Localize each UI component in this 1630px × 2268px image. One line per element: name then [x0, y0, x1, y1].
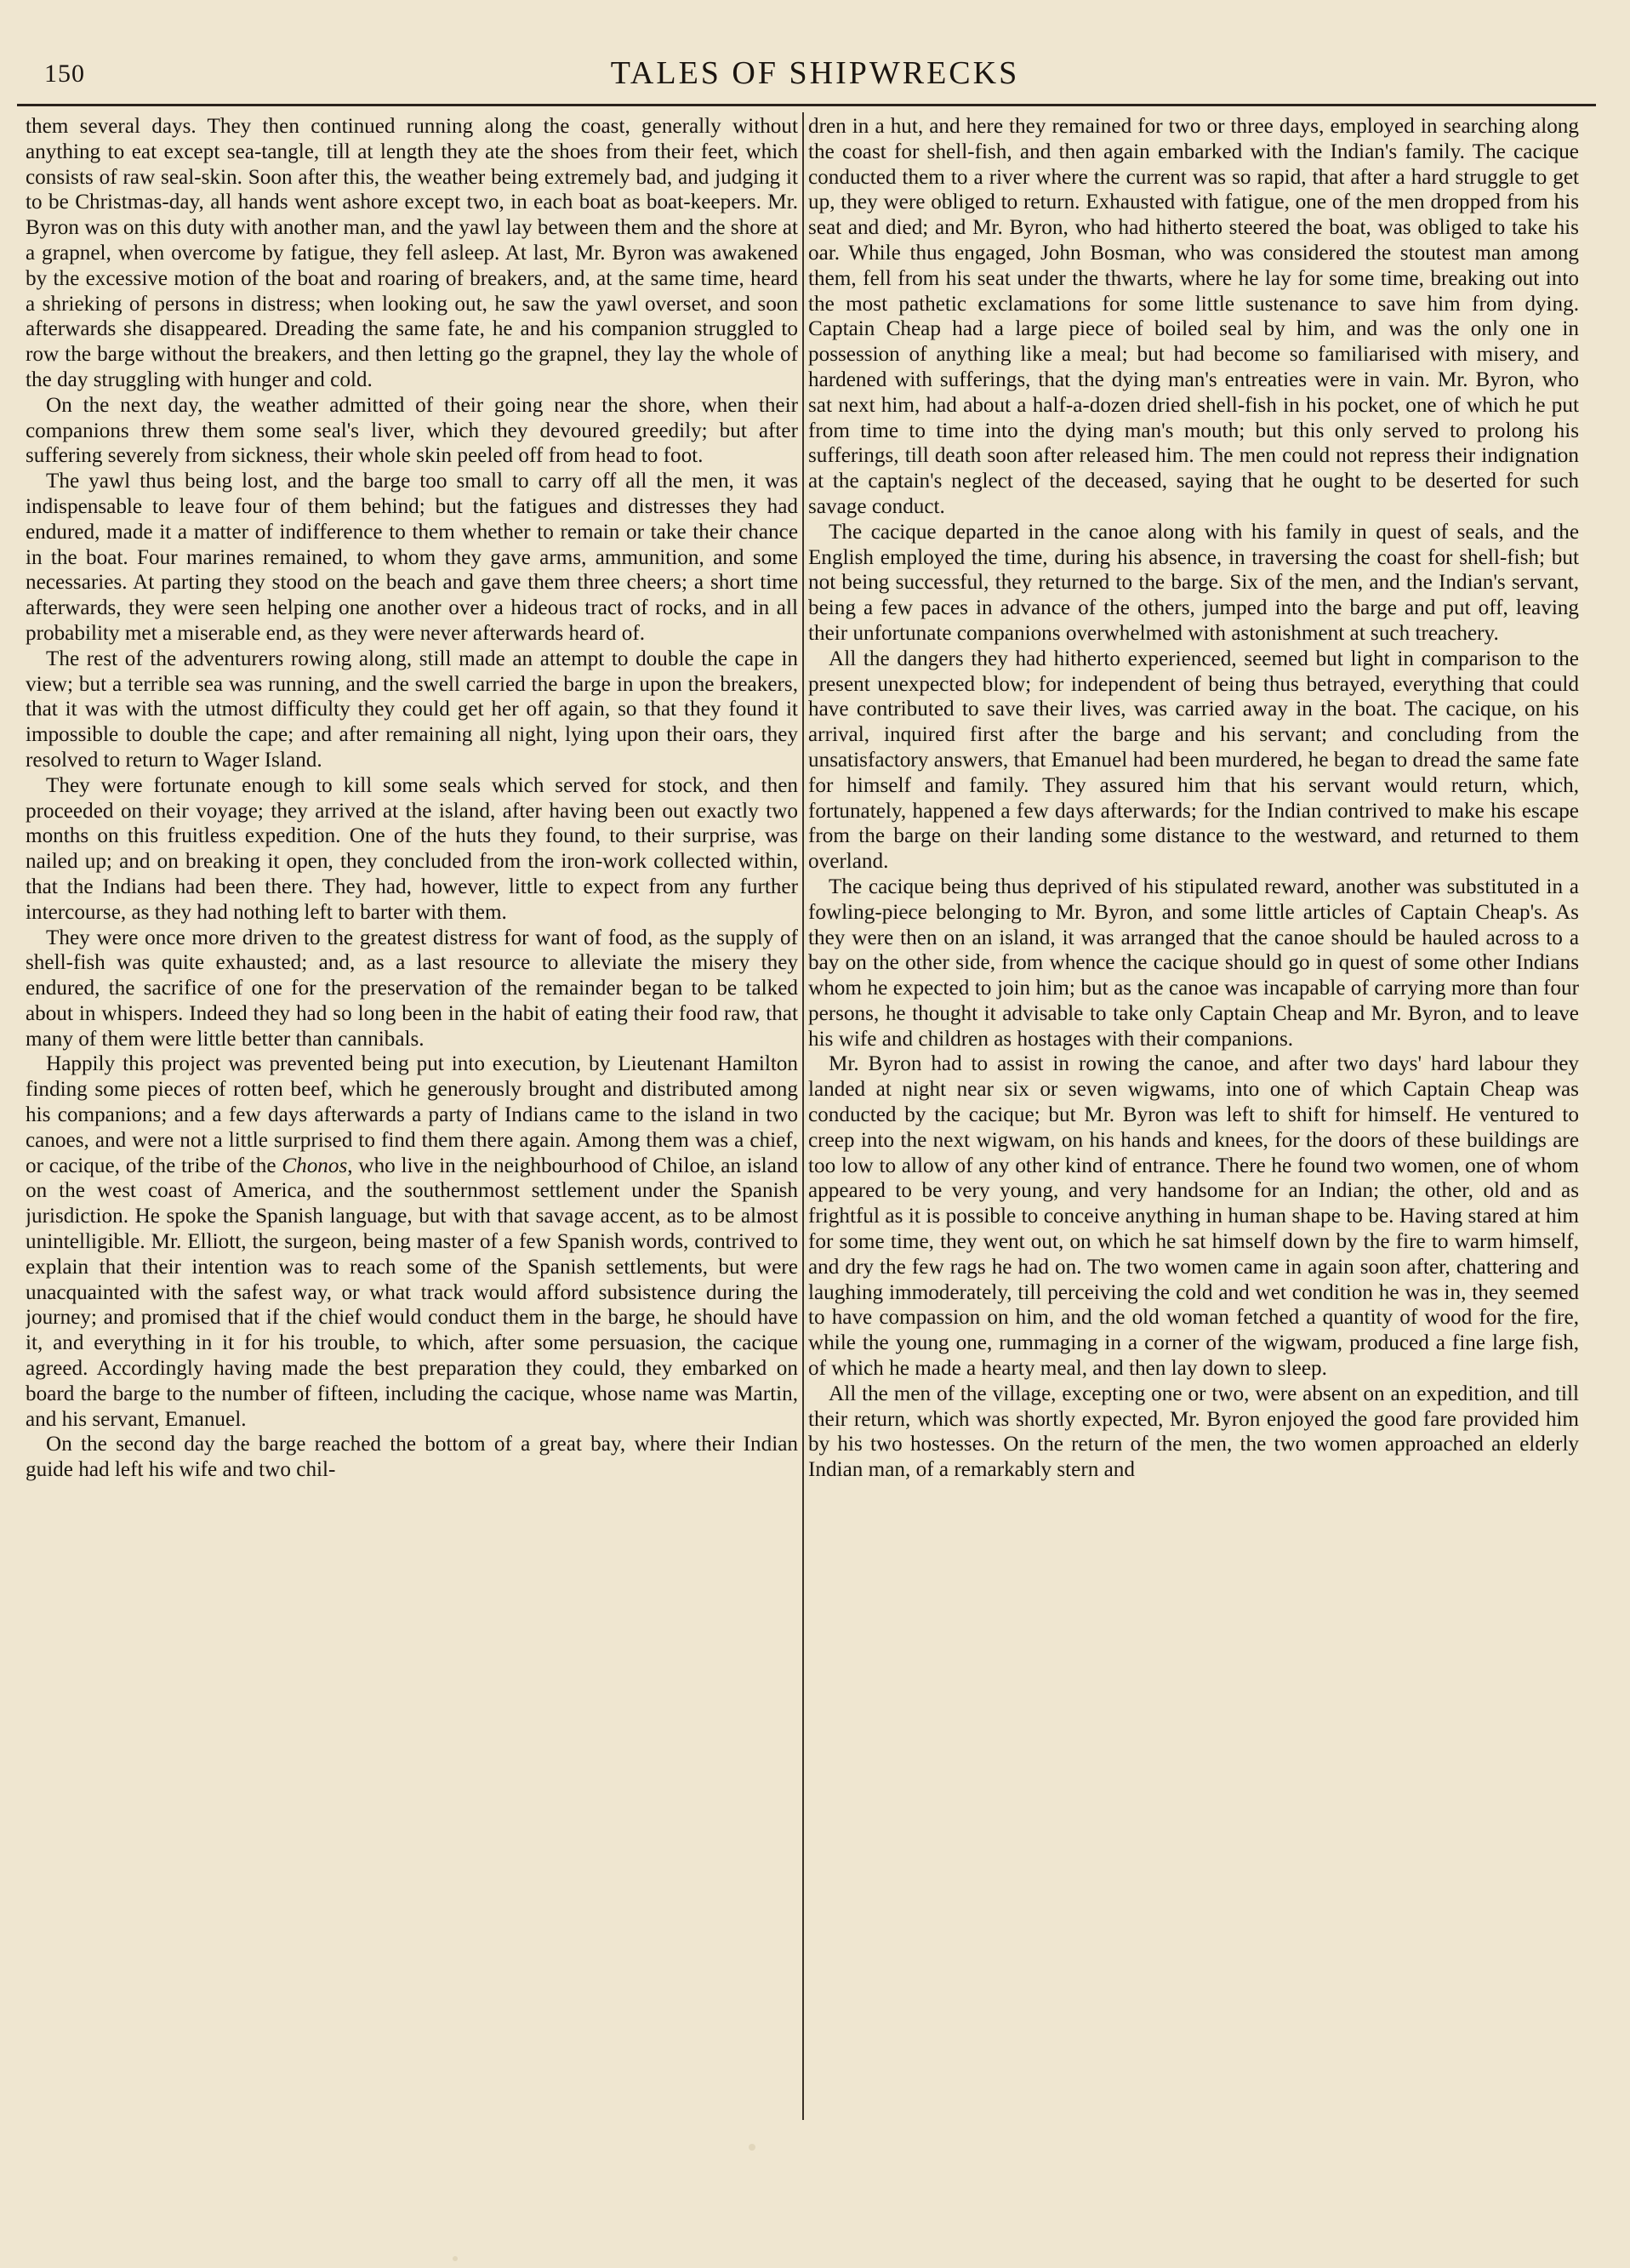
right-column: [808, 114, 1579, 2105]
page-header: [41, 48, 1589, 99]
paragraph: Mr. Byron had to assist in rowing the canoe, and after two days' hard labour they landed at night near six or seven wigwams, into one of which Captain Cheap was conducted by the cacique; but Mr. Byron was left to shift for himself. He ventured to creep into the next wigwam, on his hands and knees, for the doors of these buildings are too low to allow of any other kind of entrance. There he found two women, one of whom appeared to be very young, and very handsome for an Indian; the other, old and as frightful as it is possible to conceive anything in human shape to be. Having stared at him for some time, they went out, on which he sat himself down by the fire to warm himself, and dry the few rags he had on. The two women came in again soon after, chattering and laughing immoderately, till perceiving the cold and wet condition he was in, they seemed to have compassion on him, and the old woman fetched a quantity of wood for the fire, while the young one, rummaging in a corner of the wigwam, produced a fine large fish, of which he made a hearty meal, and then lay down to sleep.: [808, 1052, 1579, 1381]
paragraph: All the dangers they had hitherto experienced, seemed but light in comparison to the present unexpected blow; for independent of being thus betrayed, everything that could have contributed to save their lives, was carried away in the boat. The cacique, on his arrival, inquired first after the barge and his servant; and concluding from the unsatisfactory answers, that Emanuel had been murdered, he began to dread the same fate for himself and family. They assured him that his servant would return, which, fortunately, happened a few days afterwards; for the Indian contrived to make his escape from the barge on their landing some distance to the westward, and returned to them overland.: [808, 647, 1579, 874]
paragraph: On the next day, the weather admitted of their going near the shore, when their companions threw them some seal's liver, which they devoured greedily; but after suffering severely from sickness, their whole skin peeled off from head to foot.: [26, 393, 798, 468]
paragraph: All the men of the village, excepting one or two, were absent on an expedition, and till their return, which was shortly expected, Mr. Byron enjoyed the good fare provided him by his two hostesses. On the return of the men, the two women approached an elderly Indian man, of a remarkably stern and: [808, 1382, 1579, 1482]
left-column: [26, 114, 798, 2105]
paragraph: On the second day the barge reached the bottom of a great bay, where their Indian guide had left his wife and two chil-: [26, 1433, 798, 1482]
paragraph: The yawl thus being lost, and the barge too small to carry off all the men, it was indispensable to leave four of them behind; but the fatigues and distresses they had endured, made it a matter of indifference to them whether to remain or take their chance in the boat. Four marines remained, to whom they gave arms, ammunition, and some necessaries. At parting they stood on the beach and gave them three cheers; a short time afterwards, they were seen helping one another over a hideous tract of rocks, and in all probability met a miserable end, as they were never afterwards heard of.: [26, 470, 798, 645]
page-number: 150: [44, 60, 85, 88]
paragraph: dren in a hut, and here they remained for two or three days, employed in searching along the coast for shell-fish, and then again embarked with the Indian's family. The cacique conducted them to a river where the current was so rapid, that after a hard struggle to get up, they were obliged to return. Exhausted with fatigue, one of the men dropped from his seat and died; and Mr. Byron, who had hitherto steered the boat, was obliged to take his oar. While thus engaged, John Bosman, who was considered the stoutest man among them, fell from his seat under the thwarts, where he lay for some time, breaking out into the most pathetic exclamations for some little sustenance to save him from dying. Captain Cheap had a large piece of boiled seal by him, and was the only one in possession of anything like a meal; but had become so familiarised with misery, and hardened with sufferings, that the dying man's entreaties were in vain. Mr. Byron, who sat next him, had about a half-a-dozen dried shell-fish in his pocket, one of which he put from time to time into the dying man's mouth; but this only served to prolong his sufferings, till death soon after released him. The men could not repress their indignation at the captain's neglect of the deceased, saying that he ought to be deserted for such savage conduct.: [808, 115, 1579, 518]
paragraph: They were once more driven to the greatest distress for want of food, as the supply of shell-fish was quite exhausted; and, as a last resource to alleviate the misery they endured, the sacrifice of one for the preservation of the remainder began to be talked about in whispers. Indeed they had so long been in the habit of eating their food raw, that many of them were little better than cannibals.: [26, 926, 798, 1051]
column-divider: [802, 112, 804, 2120]
paper-spot: [453, 2256, 458, 2261]
paragraph: The rest of the adventurers rowing along, still made an attempt to double the cape in view; but a terrible sea was running, and the swell carried the barge in upon the breakers, that it was with the utmost difficulty they could get her off again, so that they found it impossible to double the cape; and after remaining all night, lying upon their oars, they resolved to return to Wager Island.: [26, 647, 798, 772]
paragraph: They were fortunate enough to kill some seals which served for stock, and then proceeded on their voyage; they arrived at the island, after having been out exactly two months on this fruitless expedition. One of the huts they found, to their surprise, was nailed up; and on breaking it open, they concluded from the iron-work collected within, that the Indians had been there. They had, however, little to expect from any further intercourse, as they had nothing left to barter with them.: [26, 773, 798, 924]
paragraph: them several days. They then continued running along the coast, generally without anything to eat except sea-tangle, till at length they ate the shoes from their feet, which consists of raw seal-skin. Soon after this, the weather being extremely bad, and judging it to be Christmas-day, all hands went ashore except two, in each boat as boat-keepers. Mr. Byron was on this duty with another man, and the yawl lay between them and the shore at a grapnel, when overcome by fatigue, they fell asleep. At last, Mr. Byron was awakened by the excessive motion of the boat and roaring of breakers, and, at the same time, heard a shrieking of persons in distress; when looking out, he saw the yawl overset, and soon afterwards she disappeared. Dreading the same fate, he and his companion struggled to row the barge without the breakers, and then letting go the grapnel, they lay the whole of the day struggling with hunger and cold.: [26, 115, 798, 391]
paragraph: The cacique departed in the canoe along with his family in quest of seals, and the English employed the time, during his absence, in traversing the coast for shell-fish; but not being successful, they returned to the barge. Six of the men, and the Indian's servant, being a few paces in advance of the others, jumped into the barge and put off, leaving their unfortunate companions overwhelmed with astonishment at such treachery.: [808, 520, 1579, 645]
paragraph: Happily this project was prevented being put into execution, by Lieutenant Hamilton finding some pieces of rotten beef, which he generously brought and distributed among his companions; and a few days afterwards a party of Indians came to the island in two canoes, and were not a little surprised to find them there again. Among them was a chief, or cacique, of the tribe of the Chonos, who live in the neighbourhood of Chiloe, an island on the west coast of America, and the southernmost settlement under the Spanish jurisdiction. He spoke the Spanish language, but with that savage accent, as to be almost unintelligible. Mr. Elliott, the surgeon, being master of a few Spanish words, contrived to explain that their intention was to reach some of the Spanish settlements, but were unacquainted with the safest way, or what track would afford subsistence during the journey; and promised that if the chief would conduct them in the barge, he should have it, and everything in it for his trouble, to which, after some persuasion, the cacique agreed. Accordingly having made the best preparation they could, they embarked on board the barge to the number of fifteen, including the cacique, whose name was Martin, and his servant, Emanuel.: [26, 1052, 798, 1431]
running-title: TALES OF SHIPWRECKS: [610, 55, 1020, 91]
italic-term: Chonos: [282, 1154, 348, 1177]
paper-spot: [749, 2144, 755, 2151]
header-rule: [17, 104, 1596, 106]
paragraph: The cacique being thus deprived of his stipulated reward, another was substituted in a fowling-piece belonging to Mr. Byron, and some little articles of Captain Cheap's. As they were then on an island, it was arranged that the canoe should be hauled across to a bay on the other side, from whence the cacique should go in quest of some other Indians whom he expected to join him; but as the canoe was incapable of carrying more than four persons, he thought it advisable to take only Captain Cheap and Mr. Byron, and to leave his wife and children as hostages with their companions.: [808, 875, 1579, 1051]
